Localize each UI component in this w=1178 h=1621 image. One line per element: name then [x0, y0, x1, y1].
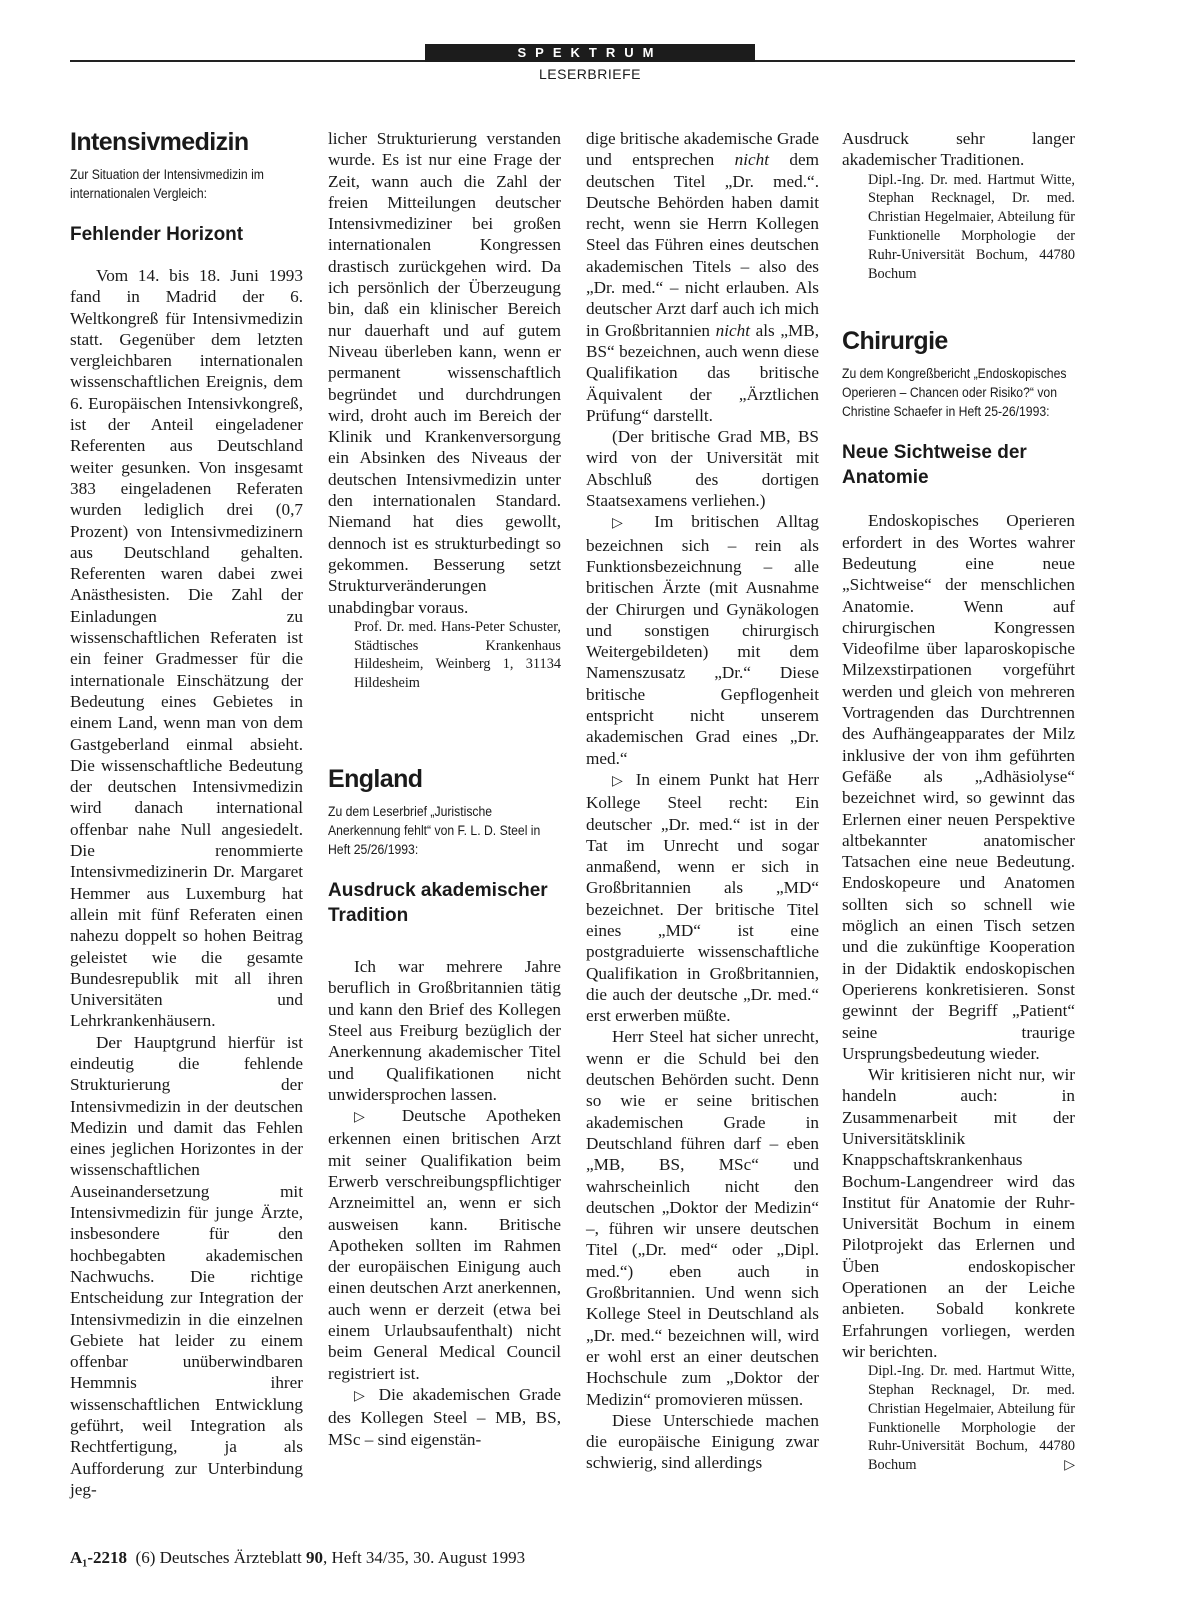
- paragraph: ▷ In einem Punkt hat Herr Kollege Steel recht: Ein deutscher „Dr. med.“ ist in der Tat im Unrecht und sogar anmaßend, wenn er sich in Großbritannien als „MD“ bezeichnet. Der britische Titel eines „MD“ ist eine postgraduierte wissenschaftliche Qualifikation in Großbritannien, die auch der deutsche „Dr. med.“ erst erwerben müßte.: [586, 769, 819, 1026]
- article-subtitle: Neue Sichtweise der Anatomie: [842, 442, 1027, 489]
- paragraph: ▷ Deutsche Apotheken erkennen einen britischen Arzt mit seiner Qualifikation beim Erwerb verschreibungspflichtiger Arzneimittel an, wenn er sich ausweisen kann. Britische Apotheken sollten im Rahmen der europäischen Einigung auch einen deutschen Arzt anerkennen, auch wenn er derzeit (etwa bei einem Urlaubsaufenthalt) nicht beim General Medical Council registriert ist.: [328, 1106, 561, 1383]
- paragraph: Ich war mehrere Jahre beruflich in Großbritannien tätig und kann den Brief des Kollegen Steel aus Freiburg bezüglich der Anerkennung akademischer Titel und Qualifikationen nicht unwidersprochen lassen.: [328, 957, 561, 1104]
- subsection-label: LESERBRIEFE: [539, 66, 641, 82]
- paragraph: ▷ Im britischen Alltag bezeichnen sich – rein als Funktionsbezeichnung – alle britischen Ärzte (mit Ausnahme der Chirurgen und Gynäkologen und sonstigen chirurgisch Weitergebildeten) mit dem Namenszusatz „Dr.“ Diese britische Gepflogenheit entspricht nicht unserem akademischen Grad eines „Dr. med.“: [586, 512, 819, 768]
- article-intro: Zur Situation der Intensivmedizin im internationalen Vergleich:: [70, 167, 264, 202]
- article-title: England: [328, 765, 423, 794]
- paragraph: Vom 14. bis 18. Juni 1993 fand in Madrid der 6. Weltkongreß für Intensivmedizin statt. Gegenüber dem letzten vergleichbaren internationalen wissenschaftlichen Ereignis, dem 6. Europäischen Intensivkongreß, ist der Anteil eingeladener Referenten aus Deutschland weiter gesunken. Von insgesamt 383 eingeladenen Referaten wurden lediglich drei (0,7 Prozent) von Intensivmedizinern aus Deutschland gehalten. Referenten waren dabei zwei Anästhesisten. Die Zahl der Einladungen zu wissenschaftlichen Referaten ist ein feiner Gradmesser für die internationale Einschätzung der Bedeutung eines Gebietes in einem Land, wenn man von dem Gastgeberland einmal absieht. Die wissenschaftliche Bedeutung der deutschen Intensivmedizin wird danach international offenbar nahe Null angesiedelt. Die renommierte Intensivmedizinerin Dr. Margaret Hemmer aus Luxemburg hat allein mit fünf Referaten einen nahezu doppelt so hohen Beitrag geleistet wie die gesamte Bundesrepublik mit all ihren Universitäten und Lehrkrankenhäusern.: [70, 266, 303, 1031]
- column-4: [842, 128, 1075, 1475]
- article-intro: Zu dem Kongreßbericht „Endoskopisches Operieren – Chancen oder Risiko?“ von Christine Schaefer in Heft 25-26/1993:: [842, 366, 1067, 421]
- paragraph: Der Hauptgrund hierfür ist eindeutig die fehlende Strukturierung der Intensivmedizin in der deutschen Medizin und damit das Fehlen eines jeglichen Horizontes in der wissenschaftlichen Auseinandersetzung mit Intensivmedizin für junge Ärzte, insbesondere für den hochbegabten akademischen Nachwuchs. Die richtige Entscheidung zur Integration der Intensivmedizin in die einzelnen Gebiete hat leider zu einem offenbar unüberwindbaren Hemmnis ihrer wissenschaftlichen Entwicklung geführt, weil Integration als Rechtfertigung, ja als Aufforderung zur Unterbindung jeg-: [70, 1032, 303, 1499]
- signature: Dipl.-Ing. Dr. med. Hartmut Witte, Stephan Recknagel, Dr. med. Christian Hegelmaier, Abteilung für Funktionelle Morphologie der Ruhr-Universität Bochum, 44780 Bochum: [868, 171, 1075, 282]
- article-title: Intensivmedizin: [70, 128, 249, 156]
- paragraph: Ausdruck sehr langer akademischer Traditionen.: [842, 129, 1075, 170]
- triangle-bullet-icon: ▷: [354, 1387, 370, 1404]
- section-band: SPEKTRUM: [425, 44, 755, 62]
- paragraph: Herr Steel hat sicher unrecht, wenn er die Schuld bei den deutschen Behörden sucht. Denn so wie er seine britischen akademischen Grade in Deutschland führen darf – eben „MB, BS, MSc“ und wahrscheinlich nicht den deutschen „Doktor der Medizin“ –, führen wir unsere deutschen Titel („Dr. med“ oder „Dipl. med.“) eben auch in Großbritannien. Und wenn sich Kollege Steel in Deutschland als „Dr. med.“ bezeichnen will, wird er wohl erst an einer deutschen Hochschule zum „Doktor der Medizin“ promovieren müssen.: [586, 1027, 819, 1409]
- paragraph: licher Strukturierung verstanden wurde. Es ist nur eine Frage der Zeit, wann auch die Zahl der freien Mitteilungen deutscher Intensivmediziner bei großen internationalen Kongressen drastisch zurückgehen wird. Da ich persönlich der Überzeugung bin, daß ein klinischer Bereich nur dauerhaft und auf gutem Niveau überleben kann, wenn er permanent wissenschaftlich begründet und durchdrungen wird, droht auch im Bereich der Klinik und Krankenversorgung ein Absinken des Niveaus der deutschen Intensivmedizin unter den internationalen Standard. Niemand hat dies gewollt, dennoch ist es strukturbedingt so gekommen. Besserung setzt Strukturveränderungen unabdingbar voraus.: [328, 129, 561, 617]
- triangle-bullet-icon: ▷: [612, 772, 628, 789]
- triangle-bullet-icon: ▷: [354, 1109, 382, 1126]
- signature: Dipl.-Ing. Dr. med. Hartmut Witte, Stephan Recknagel, Dr. med. Christian Hegelmaier, Abteilung für Funktionelle Morphologie der Ruhr-Universität Bochum, 44780 Bochum ▷: [868, 1363, 1075, 1474]
- article-title: Chirurgie: [842, 327, 948, 356]
- header-rule-left: [70, 60, 425, 62]
- column-3: [586, 128, 819, 1474]
- page-code: A₁-2218: [70, 1548, 128, 1567]
- paragraph: Diese Unterschiede machen die europäische Einigung zwar schwierig, sind allerdings: [586, 1410, 819, 1473]
- page-footer: [70, 1548, 525, 1568]
- paragraph: Wir kritisieren nicht nur, wir handeln auch: in Zusammenarbeit mit der Universitätsklinik Knappschaftskrankenhaus Bochum-Langendreer wird das Institut für Anatomie der Ruhr-Universität Bochum in einem Pilotprojekt das Erlernen und Üben endoskopischer Operationen an der Leiche anbieten. Sobald konkrete Erfahrungen vorliegen, werden wir berichten.: [842, 1065, 1075, 1361]
- issue-info: , Heft 34/35, 30. August 1993: [322, 1548, 526, 1567]
- continue-arrow-icon: ▷: [1064, 1457, 1075, 1474]
- paragraph: ▷ Die akademischen Grade des Kollegen Steel – MB, BS, MSc – sind eigenstän-: [328, 1384, 561, 1449]
- article-intro: Zu dem Leserbrief „Juristische Anerkennung fehlt“ von F. L. D. Steel in Heft 25/26/1993:: [328, 804, 541, 859]
- volume-number: 90: [305, 1548, 323, 1567]
- paragraph: Endoskopisches Operieren erfordert in des Wortes wahrer Bedeutung eine neue „Sichtweise“ der menschlichen Anatomie. Wenn auf chirurgischen Kongressen Videofilme über laparoskopische Milzexstirpationen vorgeführt werden und gleich von mehreren Vortragenden das Durchtrennen des Aufhängeapparates der Milz inklusive der von ihm geführten Gefäße als „Adhäsiolyse“ bezeichnet wird, so gewinnt das Erlernen einer neuen Perspektive altbekannter anatomischer Tatsachen eine neue Bedeutung. Endoskopeure und Anatomen sollten sich so schnell wie möglich an einen Tisch setzen und die zukünftige Kooperation in der Didaktik endoskopischen Operierens konkretisieren. Sonst gewinnt der Begriff „Patient“ seine traurige Ursprungsbedeutung wieder.: [842, 511, 1075, 1063]
- paragraph: (Der britische Grad MB, BS wird von der Universität mit Abschluß des dortigen Staatsexamens verliehen.): [586, 427, 819, 511]
- article-subtitle: Fehlender Horizont: [70, 224, 244, 245]
- signature: Prof. Dr. med. Hans-Peter Schuster, Städtisches Krankenhaus Hildesheim, Weinberg 1, 31134 Hildesheim: [354, 618, 561, 692]
- header-rule-right: [755, 60, 1075, 62]
- triangle-bullet-icon: ▷: [612, 515, 637, 532]
- column-2: [328, 128, 561, 1450]
- paragraph: dige britische akademische Grade und entsprechen nicht dem deutschen Titel „Dr. med.“. Deutsche Behörden haben damit recht, wenn sie Herrn Kollegen Steel das Führen eines deutschen akademischen Titels – also des „Dr. med.“ – nicht erlauben. Als deutscher Arzt darf auch ich mich in Großbritannien nicht als „MB, BS“ bezeichnen, auch wenn diese Qualifikation das britische Äquivalent der „Ärztlichen Prüfung“ darstellt.: [586, 129, 820, 425]
- journal-name: (6) Deutsches Ärzteblatt: [135, 1548, 302, 1567]
- article-subtitle: Ausdruck akademischer Tradition: [328, 880, 548, 927]
- column-1: [70, 128, 303, 1500]
